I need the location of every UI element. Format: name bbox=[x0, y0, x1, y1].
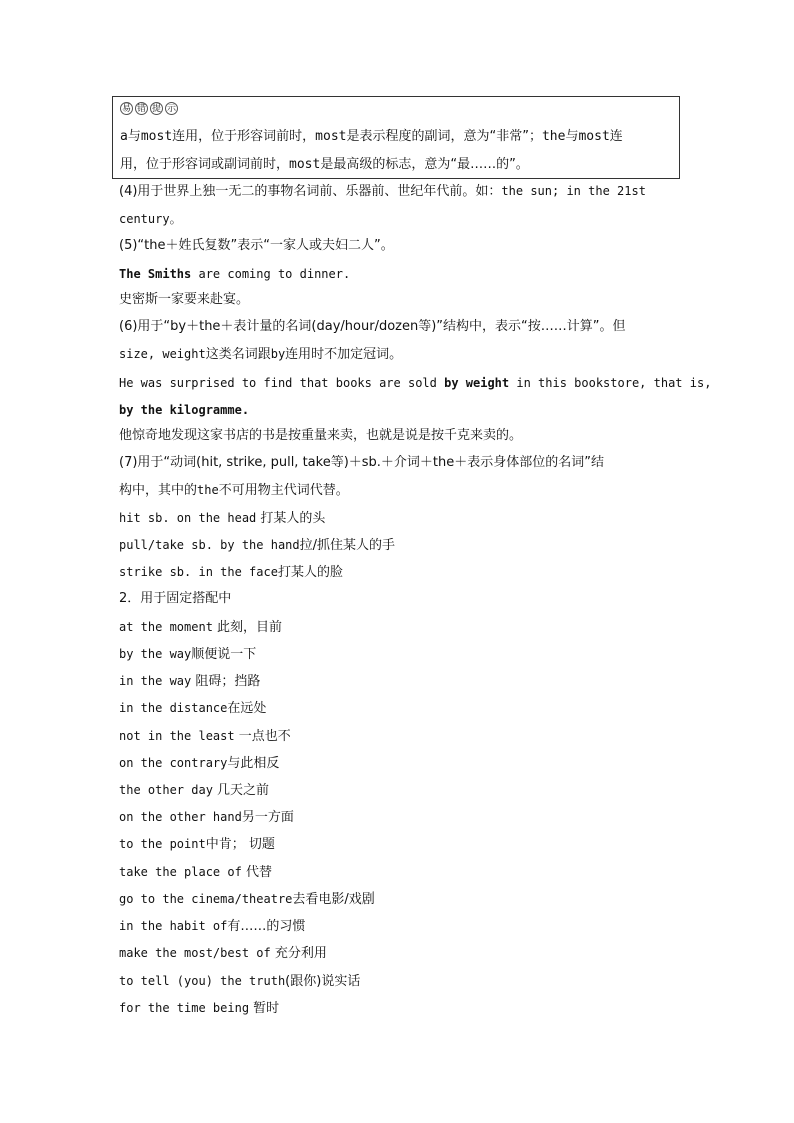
paragraph-5: (5)“the＋姓氏复数”表示“一家人或夫妇二人”。 bbox=[119, 238, 394, 253]
example-sentence bbox=[119, 266, 350, 282]
example-sentence bbox=[119, 375, 711, 391]
phrase-zh: 另一方面 bbox=[241, 810, 294, 825]
phrase-item bbox=[119, 619, 282, 636]
tip-text: most bbox=[578, 129, 610, 144]
phrase-zh: 代替 bbox=[241, 865, 272, 880]
phrase-item bbox=[119, 782, 269, 799]
text: 构中，其中的 bbox=[119, 483, 198, 498]
phrase-zh: 几天之前 bbox=[212, 783, 270, 798]
paragraph-4-line-2: century。 bbox=[119, 212, 182, 226]
phrase-zh: 充分利用 bbox=[270, 946, 327, 961]
tip-text: most bbox=[140, 129, 173, 144]
tag-char: 错 bbox=[136, 104, 146, 114]
text: 打某人的脸 bbox=[277, 565, 343, 580]
tip-text: most bbox=[315, 129, 347, 144]
phrase-zh: 去看电影/戏剧 bbox=[292, 892, 375, 907]
phrase-zh: 中肯； 切题 bbox=[205, 837, 275, 852]
tip-text: 与 bbox=[127, 129, 141, 144]
tip-text: 连 bbox=[609, 129, 623, 144]
phrase-zh: 阻碍；挡路 bbox=[191, 674, 261, 689]
phrase-zh: 在远处 bbox=[227, 701, 267, 716]
error-tip-label bbox=[120, 102, 178, 116]
phrase-zh: 顺便说一下 bbox=[191, 647, 257, 662]
phrase-en: for the time being bbox=[119, 1001, 250, 1015]
tip-text: 与 bbox=[565, 129, 579, 144]
text: 这类名词跟 bbox=[205, 347, 271, 362]
phrase-item bbox=[119, 700, 266, 717]
phrase-item bbox=[119, 646, 256, 663]
text: the sun; in the 21st bbox=[501, 184, 646, 198]
phrase-en: to tell (you) the truth bbox=[119, 974, 286, 988]
phrase-en: by the way bbox=[119, 647, 192, 661]
phrase-zh: 与此相反 bbox=[227, 756, 280, 771]
text: He was surprised to find that books are sold bbox=[119, 376, 445, 390]
tip-text: the bbox=[541, 129, 566, 144]
tip-line-2 bbox=[120, 153, 529, 172]
phrase-item bbox=[119, 809, 294, 826]
phrase-item bbox=[119, 728, 291, 745]
tip-line-1 bbox=[120, 125, 623, 144]
phrase-item bbox=[119, 755, 279, 772]
phrase-en: at the moment bbox=[119, 620, 213, 634]
phrase-en: go to the cinema/theatre bbox=[119, 892, 293, 906]
text: strike sb. in the face bbox=[119, 565, 278, 579]
tag-char: 提 bbox=[151, 104, 161, 114]
phrase-en: the other day bbox=[119, 783, 213, 797]
phrase-zh: 有……的习惯 bbox=[227, 919, 306, 934]
section-heading-2: 2．用于固定搭配中 bbox=[119, 591, 232, 606]
example-translation: 他惊奇地发现这家书店的书是按重量来卖，也就是说是按千克来卖的。 bbox=[119, 428, 523, 443]
emphasis: by weight bbox=[444, 376, 510, 390]
phrase-zh: 暂时 bbox=[249, 1001, 280, 1016]
phrase-en: in the way bbox=[119, 674, 192, 688]
phrase-item bbox=[119, 973, 360, 990]
phrase-zh: (跟你)说实话 bbox=[285, 974, 361, 989]
phrase-item bbox=[119, 836, 275, 853]
text: 连用时不加定冠词。 bbox=[285, 347, 403, 362]
phrase-en: on the contrary bbox=[119, 756, 228, 770]
tip-text: 是表示程度的副词，意为“非常”； bbox=[346, 129, 542, 144]
text: size, weight bbox=[119, 347, 206, 361]
phrase-item bbox=[119, 891, 375, 908]
phrase-en: in the habit of bbox=[119, 919, 228, 933]
paragraph-7-line-2 bbox=[119, 482, 349, 499]
text: 不可用物主代词代替。 bbox=[218, 483, 349, 498]
paragraph-6-line-2 bbox=[119, 346, 402, 363]
paragraph-4-line-1 bbox=[119, 183, 646, 200]
phrase-item bbox=[119, 673, 260, 690]
phrase-en: take the place of bbox=[119, 865, 242, 879]
phrase-en: not in the least bbox=[119, 729, 235, 743]
phrase-en: in the distance bbox=[119, 701, 228, 715]
tag-char: 示 bbox=[166, 104, 176, 114]
phrase-en: to the point bbox=[119, 837, 206, 851]
text: 打某人的头 bbox=[256, 511, 326, 526]
tip-text: 用，位于形容词或副词前时， bbox=[120, 157, 290, 172]
text: by bbox=[270, 347, 286, 361]
text: pull/take sb. by the hand bbox=[119, 538, 300, 552]
emphasis: The Smiths bbox=[119, 267, 192, 281]
text: in this bookstore, that is, bbox=[509, 376, 712, 390]
paragraph-7-line-1: (7)用于“动词(hit, strike, pull, take等)＋sb.＋介词＋the＋表示身体部位的名词”结 bbox=[119, 455, 604, 470]
text: hit sb. on the head bbox=[119, 511, 257, 525]
example-translation: 史密斯一家要来赴宴。 bbox=[119, 292, 250, 307]
phrase-item bbox=[119, 918, 305, 935]
phrase-example bbox=[119, 510, 325, 527]
phrase-en: on the other hand bbox=[119, 810, 242, 824]
text: 拉/抓住某人的手 bbox=[299, 538, 396, 553]
phrase-item bbox=[119, 864, 272, 881]
tip-text: 是最高级的标志，意为“最……的”。 bbox=[320, 157, 529, 172]
phrase-example bbox=[119, 564, 343, 581]
tip-text: 连用，位于形容词前时， bbox=[172, 129, 316, 144]
tip-text: a bbox=[120, 129, 128, 144]
tip-text: most bbox=[289, 157, 321, 172]
phrase-example bbox=[119, 537, 395, 554]
text: are coming to dinner. bbox=[191, 267, 351, 281]
phrase-item bbox=[119, 1000, 279, 1017]
paragraph-6-line-1: (6)用于“by＋the＋表计量的名词(day/hour/dozen等)”结构中，表示“按……计算”。但 bbox=[119, 319, 626, 334]
text: the bbox=[197, 483, 219, 497]
error-tip-box bbox=[112, 96, 680, 179]
phrase-item bbox=[119, 945, 327, 962]
phrase-zh: 一点也不 bbox=[234, 729, 291, 744]
example-sentence-cont: by the kilogramme. bbox=[119, 403, 250, 417]
tag-char: 易 bbox=[121, 104, 131, 114]
phrase-zh: 此刻，目前 bbox=[212, 620, 283, 635]
phrase-en: make the most/best of bbox=[119, 946, 271, 960]
text: (4)用于世界上独一无二的事物名词前、乐器前、世纪年代前。如： bbox=[119, 184, 502, 199]
